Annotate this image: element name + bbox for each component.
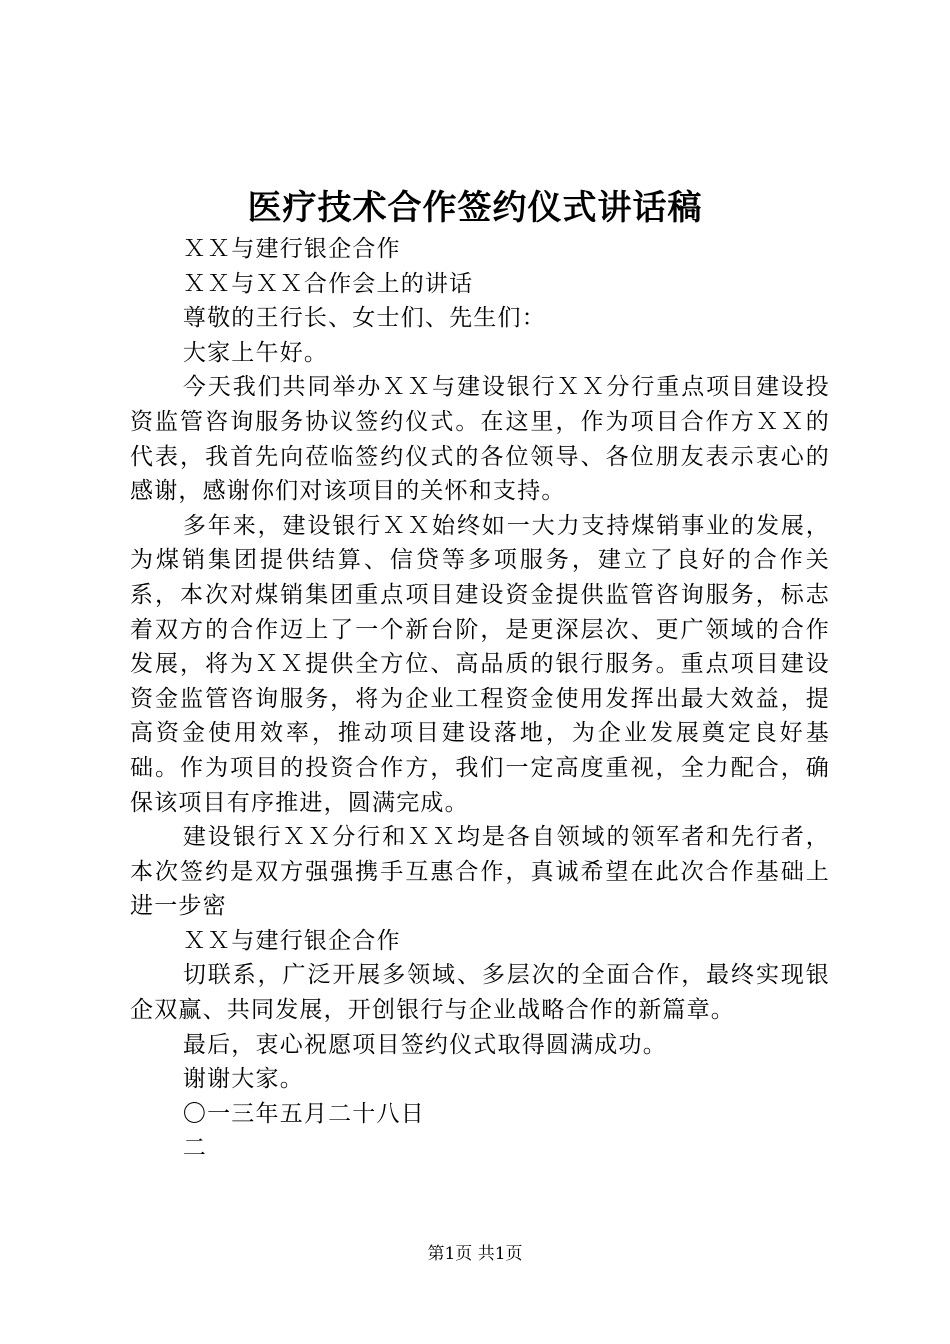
paragraph-greeting: 大家上午好。 (182, 339, 329, 366)
document-title: 医疗技术合作签约仪式讲话稿 (247, 188, 703, 228)
paragraph-salutation: 尊敬的王行长、女士们、先生们： (182, 305, 546, 332)
paragraph-cooperation-history: 多年来，建设银行ＸＸ始终如一大力支持煤销事业的发展，为煤销集团提供结算、信贷等多项服务，建立了良好的合作关系，本次对煤销集团重点项目建设资金提供监管咨询服务，标志着双方的合作迈上了一个新台阶，是更深层次、更广领域的合作发展，将为ＸＸ提供全方位、高品质的银行服务。重点项目建设资金监管咨询服务，将为企业工程资金使用发挥出最大效益，提高资金使用效率，推动项目建设落地，为企业发展奠定良好基础。作为项目的投资合作方，我们一定高度重视，全力配合，确保该项目有序推进，圆满完成。 (130, 512, 830, 816)
page-footer: 第1页 共1页 (427, 1244, 523, 1264)
paragraph-trailing-mark: 二 (182, 1135, 208, 1162)
paragraph-wishes: 最后，衷心祝愿项目签约仪式取得圆满成功。 (182, 1031, 667, 1058)
paragraph-thanks: 谢谢大家。 (182, 1066, 304, 1093)
paragraph-subtitle-1: ＸＸ与建行银企合作 (182, 236, 401, 262)
document-body (130, 232, 830, 1166)
paragraph-date: 〇一三年五月二十八日 (182, 1100, 425, 1127)
paragraph-contact: 切联系，广泛开展多领域、多层次的全面合作，最终实现银企双赢、共同发展，开创银行与企业战略合作的新篇章。 (130, 962, 830, 1024)
paragraph-opening: 今天我们共同举办ＸＸ与建设银行ＸＸ分行重点项目建设投资监管咨询服务协议签约仪式。在这里，作为项目合作方ＸＸ的代表，我首先向莅临签约仪式的各位领导、各位朋友表示衷心的感谢，感谢你们对该项目的关怀和支持。 (130, 374, 830, 505)
paragraph-leaders: 建设银行ＸＸ分行和ＸＸ均是各自领域的领军者和先行者，本次签约是双方强强携手互惠合作，真诚希望在此次合作基础上进一步密 (130, 824, 830, 920)
paragraph-subtitle-2: ＸＸ与ＸＸ合作会上的讲话 (182, 270, 474, 297)
paragraph-repeated-heading: ＸＸ与建行银企合作 (182, 927, 401, 954)
